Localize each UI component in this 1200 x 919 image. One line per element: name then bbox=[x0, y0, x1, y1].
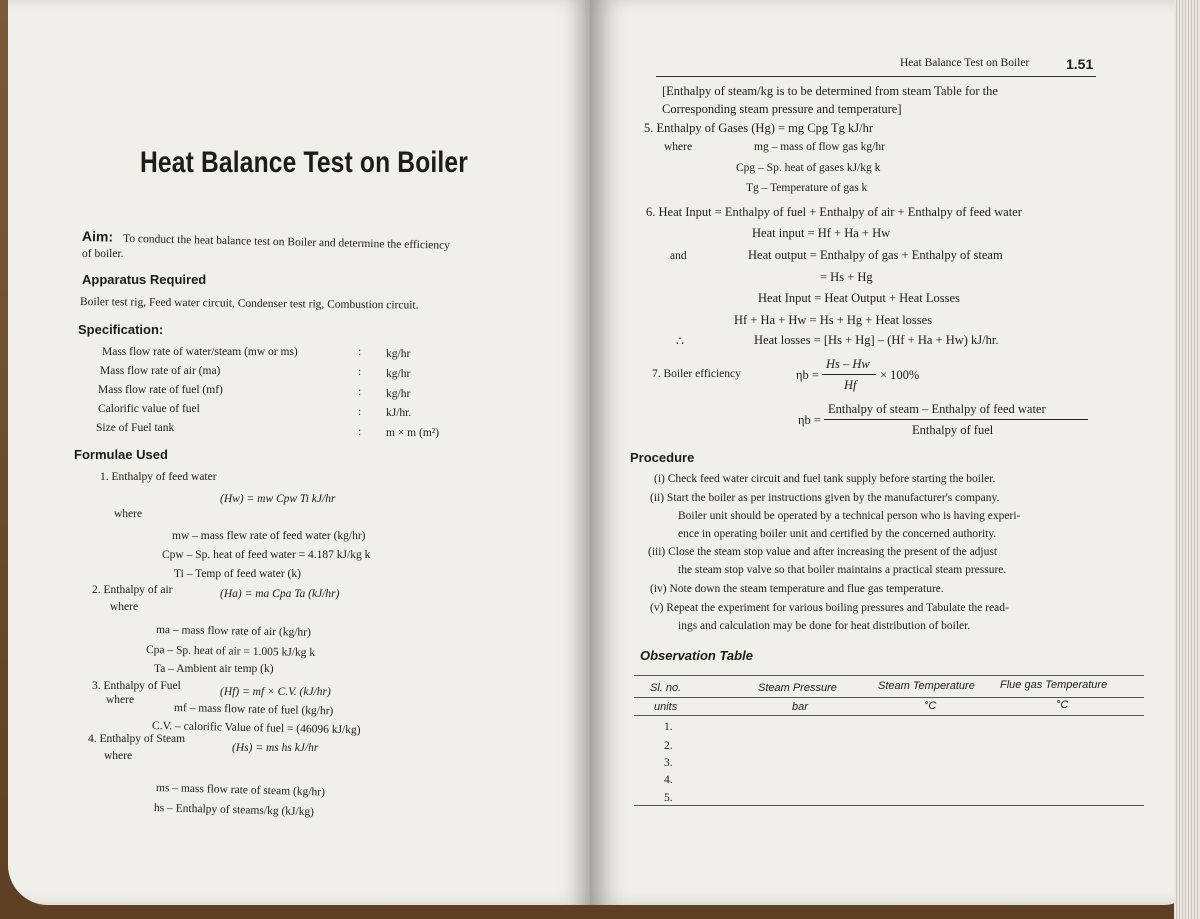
formula-3-equation: (Hf) = mf × C.V. (kJ/hr) bbox=[220, 686, 331, 698]
efficiency-symbol: ηb = bbox=[796, 368, 819, 382]
observation-heading: Observation Table bbox=[640, 648, 753, 663]
steam-table-note: Corresponding steam pressure and temperature] bbox=[662, 102, 902, 116]
table-row: 3. bbox=[664, 757, 673, 769]
formula-2-def: Cpa – Sp. heat of air = 1.005 kJ/kg k bbox=[145, 644, 316, 659]
formula-2-def: Ta – Ambient air temp (k) bbox=[154, 663, 274, 675]
formula-6-line: Heat Input = Heat Output + Heat Losses bbox=[758, 291, 960, 305]
page-number: 1.51 bbox=[1066, 56, 1094, 72]
table-unit: °C bbox=[924, 700, 937, 712]
spec-unit: kg/hr bbox=[386, 368, 411, 380]
procedure-step: (iii) Close the steam stop value and after increasing the present of the adjust bbox=[648, 546, 998, 558]
table-unit: units bbox=[654, 701, 678, 713]
table-header: Steam Temperature bbox=[878, 680, 975, 692]
aim-text-cont: of boiler. bbox=[82, 248, 124, 260]
formula-4-def: hs – Enthalpy of steams/kg (kJ/kg) bbox=[153, 802, 315, 819]
procedure-step: (ii) Start the boiler as per instructions given by the manufacturer's company. bbox=[650, 492, 1000, 504]
spec-colon: : bbox=[358, 366, 362, 378]
spec-unit: kg/hr bbox=[386, 388, 411, 400]
where-label: where bbox=[110, 601, 139, 613]
formula-2-title: 2. Enthalpy of air bbox=[92, 584, 173, 596]
aim-text: To conduct the heat balance test on Boiler and determine the efficiency bbox=[122, 232, 451, 252]
spec-unit: kJ/hr. bbox=[386, 407, 412, 419]
table-row: 1. bbox=[664, 721, 673, 733]
formula-4-title: 4. Enthalpy of Steam bbox=[88, 733, 186, 745]
formula-6-line: Heat output = Enthalpy of gas + Enthalpy of steam bbox=[748, 248, 1003, 262]
therefore-symbol: ∴ bbox=[676, 334, 684, 348]
table-row: 4. bbox=[664, 774, 673, 786]
fraction-denominator: Enthalpy of fuel bbox=[912, 423, 994, 437]
aim-label: Aim: bbox=[81, 228, 114, 245]
page-edges bbox=[1174, 0, 1200, 919]
procedure-step: (i) Check feed water circuit and fuel tank supply before starting the boiler. bbox=[654, 473, 996, 485]
header-rule bbox=[656, 76, 1096, 77]
table-header: Steam Pressure bbox=[758, 682, 837, 694]
and-label: and bbox=[670, 250, 687, 262]
spec-label: Size of Fuel tank bbox=[96, 422, 175, 434]
table-row: 5. bbox=[664, 792, 673, 804]
table-unit: bar bbox=[792, 701, 808, 713]
table-bottom-rule bbox=[634, 805, 1144, 806]
formula-3-title: 3. Enthalpy of Fuel bbox=[92, 680, 181, 692]
spec-colon: : bbox=[358, 386, 362, 398]
table-top-rule bbox=[634, 675, 1144, 676]
apparatus-text: Boiler test rig, Feed water circuit, Condenser test rig, Combustion circuit. bbox=[79, 296, 419, 312]
fraction-numerator: Hs – Hw bbox=[826, 357, 870, 371]
formula-5-def: mg – mass of flow gas kg/hr bbox=[754, 141, 885, 153]
table-header-rule bbox=[634, 697, 1144, 698]
fraction-bar bbox=[824, 419, 1088, 420]
fraction-denominator: Hf bbox=[844, 378, 857, 392]
where-label: where bbox=[664, 141, 693, 153]
procedure-step: (iv) Note down the steam temperature and flue gas temperature. bbox=[650, 583, 944, 595]
spec-label: Mass flow rate of fuel (mf) bbox=[98, 384, 223, 396]
table-row: 2. bbox=[664, 740, 673, 752]
page-title: Heat Balance Test on Boiler bbox=[140, 146, 468, 179]
table-units-rule bbox=[634, 715, 1144, 716]
right-page bbox=[590, 0, 1194, 905]
procedure-heading: Procedure bbox=[630, 450, 695, 465]
spec-label: Mass flow rate of water/steam (mw or ms) bbox=[102, 346, 298, 358]
apparatus-heading: Apparatus Required bbox=[82, 272, 207, 287]
where-label: where bbox=[106, 694, 135, 706]
formula-6-line: = Hs + Hg bbox=[820, 270, 873, 284]
spec-label: Calorific value of fuel bbox=[98, 403, 200, 415]
formula-2-def: ma – mass flow rate of air (kg/hr) bbox=[155, 624, 311, 639]
formula-6-title: 6. Heat Input = Enthalpy of fuel + Enthalpy of air + Enthalpy of feed water bbox=[646, 205, 1022, 219]
table-header: Sl. no. bbox=[650, 682, 682, 694]
formula-5-title: 5. Enthalpy of Gases (Hg) = mg Cpg Tg kJ/hr bbox=[644, 121, 874, 135]
formula-1-def: mw – mass flew rate of feed water (kg/hr) bbox=[172, 530, 366, 542]
formula-6-line: Hf + Ha + Hw = Hs + Hg + Heat losses bbox=[734, 313, 933, 327]
formula-1-def: Ti – Temp of feed water (k) bbox=[174, 568, 301, 580]
formula-5-def: Cpg – Sp. heat of gases kJ/kg k bbox=[736, 162, 881, 174]
formula-3-def: mf – mass flow rate of fuel (kg/hr) bbox=[173, 702, 334, 718]
procedure-step: ence in operating boiler unit and certified by the concerned authority. bbox=[678, 528, 997, 540]
spec-colon: : bbox=[358, 426, 362, 438]
formula-3-def: C.V. – calorific Value of fuel = (46096 kJ/kg) bbox=[151, 720, 361, 737]
spec-label: Mass flow rate of air (ma) bbox=[100, 365, 221, 377]
formula-2-equation: (Ha) = ma Cpa Ta (kJ/hr) bbox=[220, 588, 340, 600]
formula-4-def: ms – mass flow rate of steam (kg/hr) bbox=[155, 782, 326, 799]
efficiency-symbol: ηb = bbox=[798, 413, 821, 427]
fraction-bar bbox=[822, 374, 876, 375]
table-header: Flue gas Temperature bbox=[1000, 679, 1108, 691]
table-unit: °C bbox=[1056, 699, 1069, 711]
formula-7-title: 7. Boiler efficiency bbox=[652, 368, 741, 380]
steam-table-note: [Enthalpy of steam/kg is to be determined from steam Table for the bbox=[662, 84, 998, 98]
where-label: where bbox=[114, 508, 143, 520]
procedure-step: (v) Repeat the experiment for various boiling pressures and Tabulate the read- bbox=[650, 602, 1009, 614]
formula-4-equation: (Hs) = ms hs kJ/hr bbox=[232, 742, 319, 754]
left-page bbox=[8, 0, 590, 905]
spec-colon: : bbox=[358, 406, 362, 418]
formula-1-def: Cpw – Sp. heat of feed water = 4.187 kJ/kg k bbox=[162, 549, 371, 561]
formula-5-def: Tg – Temperature of gas k bbox=[746, 182, 868, 194]
spec-unit: kg/hr bbox=[386, 348, 411, 360]
formula-6-line: Heat input = Hf + Ha + Hw bbox=[752, 226, 891, 240]
procedure-step: the steam stop valve so that boiler maintains a practical steam pressure. bbox=[678, 564, 1007, 576]
formula-1-equation: (Hw) = mw Cpw Ti kJ/hr bbox=[220, 493, 336, 505]
where-label: where bbox=[104, 750, 133, 762]
spec-colon: : bbox=[358, 346, 362, 358]
spec-unit: m × m (m²) bbox=[386, 427, 440, 439]
formulae-heading: Formulae Used bbox=[74, 447, 168, 462]
fraction-numerator: Enthalpy of steam – Enthalpy of feed water bbox=[828, 402, 1046, 416]
multiply-100: × 100% bbox=[880, 368, 920, 382]
formula-6-line: Heat losses = [Hs + Hg] – (Hf + Ha + Hw) kJ/hr. bbox=[754, 333, 999, 347]
formula-1-title: 1. Enthalpy of feed water bbox=[100, 471, 217, 483]
specification-heading: Specification: bbox=[78, 322, 164, 337]
aim-line bbox=[82, 228, 450, 254]
running-header: Heat Balance Test on Boiler bbox=[900, 57, 1030, 69]
procedure-step: Boiler unit should be operated by a technical person who is having experi- bbox=[678, 510, 1021, 522]
procedure-step: ings and calculation may be done for heat distribution of boiler. bbox=[678, 620, 971, 632]
